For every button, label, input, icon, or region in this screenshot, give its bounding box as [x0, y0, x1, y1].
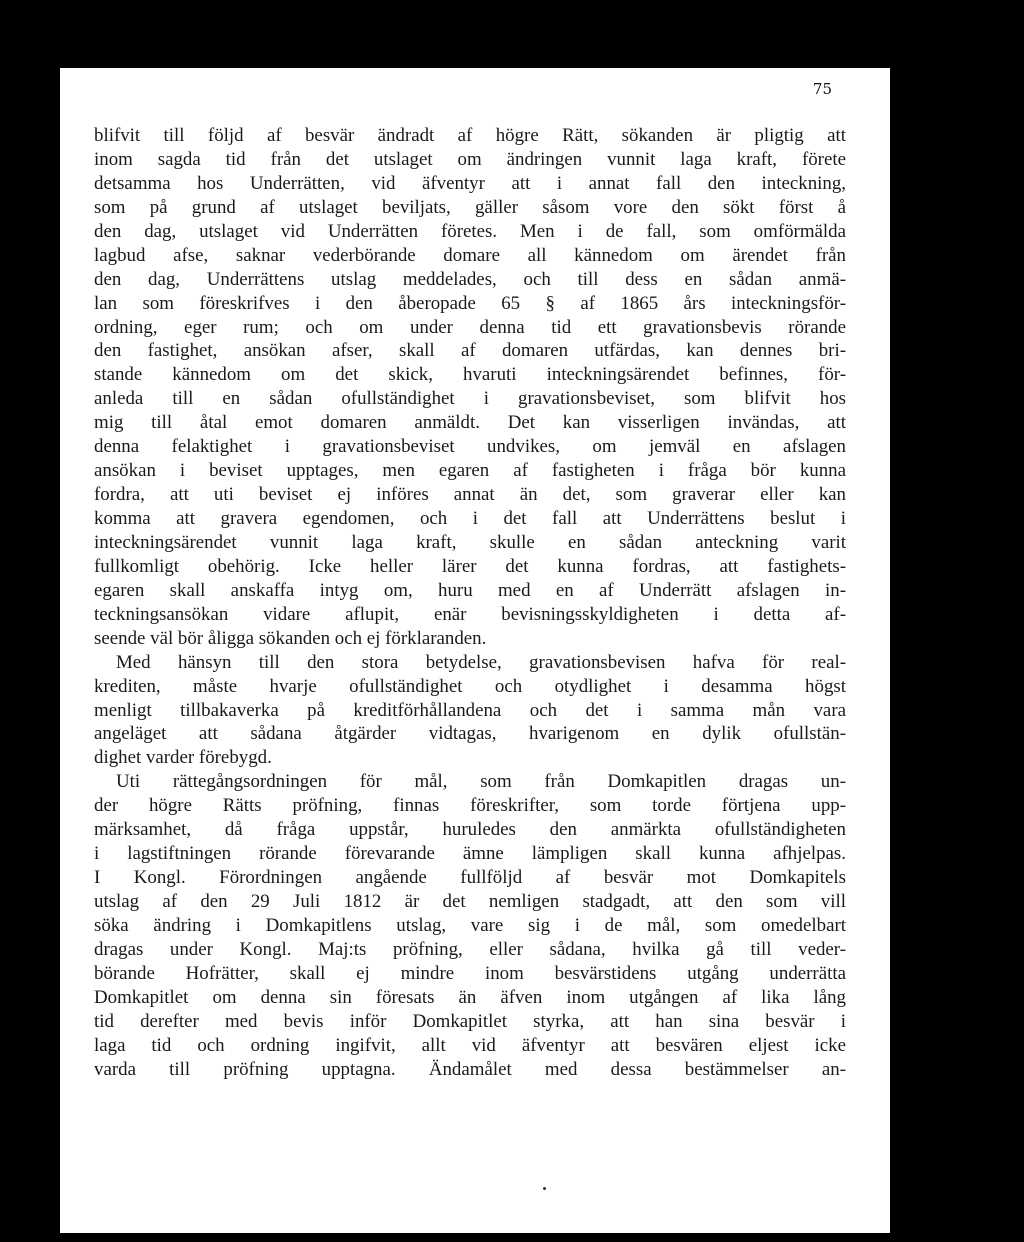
text-line: fullkomligt obehörig. Icke heller lärer det kunna fordras, att fastighets-: [94, 555, 846, 577]
body-text: [94, 124, 846, 1082]
text-line: varda till pröfning upptagna. Ändamålet med dessa bestämmelser an-: [94, 1058, 846, 1080]
text-line: fordra, att uti beviset ej införes annat än det, som graverar eller kan: [94, 484, 846, 506]
document-page: [60, 68, 890, 1233]
text-line: dragas under Kongl. Maj:ts pröfning, eller sådana, hvilka gå till veder-: [94, 938, 846, 960]
text-line: seende väl bör åligga sökanden och ej förklaranden.: [94, 627, 487, 649]
text-line: komma att gravera egendomen, och i det fall att Underrättens beslut i: [94, 508, 846, 529]
text-line: inom sagda tid från det utslaget om ändringen vunnit laga kraft, förete: [94, 148, 846, 170]
text-line: blifvit till följd af besvär ändradt af högre Rätt, sökanden är pligtig att: [94, 125, 846, 146]
text-line: utslag af den 29 Juli 1812 är det nemligen stadgadt, att den som vill: [94, 891, 846, 912]
text-line: I Kongl. Förordningen angående fullföljd af besvär mot Domkapitels: [94, 867, 846, 889]
text-line: i lagstiftningen rörande förevarande ämne lämpligen skall kunna afhjelpas.: [94, 843, 846, 865]
text-line: angeläget att sådana åtgärder vidtagas, hvarigenom en dylik ofullstän-: [94, 723, 846, 745]
text-line: lagbud afse, saknar vederbörande domare all kännedom om ärendet från: [94, 244, 846, 266]
text-line: denna felaktighet i gravationsbeviset undvikes, om jemväl en afslagen: [94, 436, 846, 458]
text-line: egaren skall anskaffa intyg om, huru med en af Underrätt afslagen in-: [94, 579, 846, 601]
text-line: mig till åtal emot domaren anmäldt. Det kan visserligen invändas, att: [94, 412, 846, 434]
text-line: ansökan i beviset upptages, men egaren af fastigheten i fråga bör kunna: [94, 460, 846, 482]
text-line: krediten, måste hvarje ofullständighet och otydlighet i desamma högst: [94, 675, 846, 697]
text-line: den dag, utslaget vid Underrätten företes. Men i de fall, som omförmälda: [94, 220, 846, 242]
text-line: detsamma hos Underrätten, vid äfventyr att i annat fall den inteckning,: [94, 172, 846, 194]
text-line: teckningsansökan vidare aflupit, enär bevisningsskyldigheten i detta af-: [94, 603, 846, 625]
text-line: Med hänsyn till den stora betydelse, gravationsbevisen hafva för real-: [116, 651, 846, 673]
text-line: lan som föreskrifves i den åberopade 65 § af 1865 års inteckningsför-: [94, 292, 846, 314]
text-line: söka ändring i Domkapitlens utslag, vare sig i de mål, som omedelbart: [94, 914, 846, 936]
text-line: börande Hofrätter, skall ej mindre inom besvärstidens utgång underrätta: [94, 962, 846, 984]
text-line: märksamhet, då fråga uppstår, huruledes den anmärkta ofullständigheten: [94, 819, 846, 841]
text-line: der högre Rätts pröfning, finnas föreskrifter, som torde förtjena upp-: [94, 795, 846, 817]
text-line: den fastighet, ansökan afser, skall af domaren utfärdas, kan dennes bri-: [94, 340, 846, 362]
text-line: den dag, Underrättens utslag meddelades, och till dess en sådan anmä-: [94, 268, 846, 290]
text-line: inteckningsärendet vunnit laga kraft, skulle en sådan anteckning varit: [94, 531, 846, 553]
text-line: laga tid och ordning ingifvit, allt vid äfventyr att besvären eljest icke: [94, 1034, 846, 1056]
page-number: 75: [812, 80, 832, 98]
text-line: som på grund af utslaget beviljats, gäller såsom vore den sökt först å: [94, 196, 846, 218]
text-line: menligt tillbakaverka på kreditförhållandena och det i samma mån vara: [94, 699, 846, 721]
scan-speck: [543, 1187, 546, 1190]
text-line: tid derefter med bevis inför Domkapitlet styrka, att han sina besvär i: [94, 1010, 846, 1032]
text-line: dighet varder förebygd.: [94, 747, 272, 769]
text-line: Uti rättegångsordningen för mål, som från Domkapitlen dragas un-: [116, 771, 846, 793]
text-line: stande kännedom om det skick, hvaruti inteckningsärendet befinnes, för-: [94, 364, 846, 386]
text-line: anleda till en sådan ofullständighet i gravationsbeviset, som blifvit hos: [94, 388, 846, 410]
text-line: Domkapitlet om denna sin föresats än äfven inom utgången af lika lång: [94, 986, 846, 1008]
text-line: ordning, eger rum; och om under denna tid ett gravationsbevis rörande: [94, 316, 846, 338]
